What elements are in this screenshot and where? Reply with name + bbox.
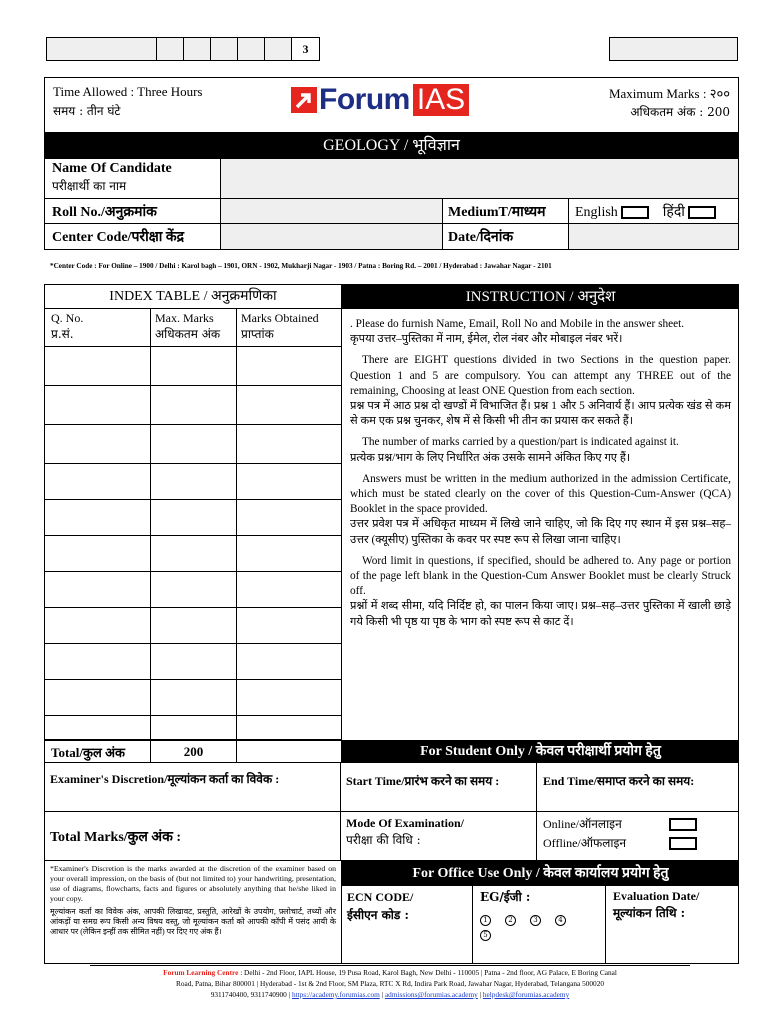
instruction-text-en: There are EIGHT questions divided in two Sections in the question paper. Question 1 and 5 are compulsory. You can attempt any THREE out of the remaining, Choosing at least ONE Question from each section. [350,354,731,397]
bottom-section [44,861,739,964]
mode-label-hi: परीक्षा की विधि : [346,833,421,847]
eg-option-circle[interactable]: 2 [505,915,516,926]
instruction-item [350,435,731,465]
col-max-hi: अधिकतम अंक [155,327,221,341]
time-allowed-hi: समय : तीन घंटे [53,104,121,118]
col-obt-hi: प्राप्तांक [241,327,274,341]
eg-option-circle[interactable]: 4 [555,915,566,926]
max-marks-cell[interactable] [151,500,237,535]
footer [60,967,720,1000]
index-table-row [45,386,341,425]
eval-label-en: Evaluation Date/ [613,889,700,903]
footer-line1 [60,967,720,978]
logo-ias-text: IAS [413,84,469,116]
instruction-text-en: The number of marks carried by a question/part is indicated against it. [362,436,679,449]
eg-label: EG/ईजी : [480,890,531,904]
center-code-note: *Center Code : For Online – 1900 / Delhi : Karol bagh – 1901, ORN - 1902, Mukharji Nagar - 1903 / Patna : Boring Rd. – 2001 / Hyderabad : Jawahar Nagar - 2101 [50,262,552,270]
page-number: 3 [292,38,319,60]
total-marks-label[interactable]: Total Marks/कुल अंक : [44,812,341,861]
examiner-section [44,762,739,861]
roll-number-strip [46,37,320,61]
instruction-title: INSTRUCTION / अनुदेश [341,285,739,309]
max-marks-cell[interactable] [151,572,237,607]
max-marks-cell[interactable] [151,680,237,715]
max-marks-cell[interactable] [151,644,237,679]
index-table-row [45,716,341,740]
roll-box[interactable] [157,38,184,60]
office-use-title: For Office Use Only / केवल कार्यालय प्रयोग हेतु [342,861,739,886]
instruction-text-hi: उत्तर प्रवेश पत्र में अधिकृत माध्यम में लिखे जाने चाहिए, जो कि दिए गए स्थान में इस प्रश्न–सह–उत्तर (क्यूसीए) पुस्तिका के कवर पर स्पष्ट रूप से लिखा जाना चाहिए। [350,518,731,546]
marks-obtained-cell[interactable] [237,716,341,739]
qno-cell[interactable] [45,572,151,607]
start-time-label: Start Time/प्रारंभ करने का समय : [346,774,500,788]
max-marks-cell[interactable] [151,425,237,463]
max-marks-cell[interactable] [151,386,237,424]
eg-option-circle[interactable]: 3 [530,915,541,926]
index-table-row [45,608,341,644]
col-obt-en: Marks Obtained [241,311,319,325]
col-qno-en: Q. No. [51,311,84,325]
name-label-cell [45,159,221,199]
marks-obtained-cell[interactable] [237,608,341,643]
end-time-field[interactable] [537,762,739,812]
footer-brand-forum: Forum [163,968,185,977]
roll-field[interactable] [221,199,443,224]
qno-cell[interactable] [45,536,151,571]
offline-label: Offline/ऑफलाइन [543,836,627,850]
marks-obtained-cell[interactable] [237,500,341,535]
col-max-header [151,309,237,347]
qno-cell[interactable] [45,347,151,385]
name-label-en: Name Of Candidate [52,161,172,176]
corner-code-box[interactable] [609,37,738,61]
total-obtained-field[interactable] [237,741,341,763]
logo-forum-text: Forum [319,83,410,116]
mode-of-exam [341,812,537,861]
forumias-logo [291,83,469,117]
qno-cell[interactable] [45,716,151,739]
date-label: Date/दिनांक [443,224,569,249]
instruction-item [350,353,731,429]
index-table-row [45,680,341,716]
marks-obtained-cell[interactable] [237,572,341,607]
eval-label-hi: मूल्यांकन तिथि : [613,906,686,920]
index-table-header [45,309,341,347]
center-label: Center Code/परीक्षा केंद्र [45,224,221,249]
index-table-row [45,644,341,680]
examiner-note-en: *Examiner's Discretion is the marks awarded at the discretion of the examiner based on your overall impression, on the basis of (but not limited to) your handwriting, presentation, use of diagrams, flowcharts, facts and figures or absolutely anything that he/she liked in your copy. [50,864,336,903]
instruction-text-hi: प्रश्न पत्र में आठ प्रश्न दो खण्डों में विभाजित हैं। प्रश्न 1 और 5 अनिवार्य हैं। आप प्रत्येक खंड से कम से कम एक प्रश्न चुनकर, शेष में से किसी भी तीन का प्रयास कर सकते हैं। [350,400,731,428]
medium-english-label: English [575,205,618,220]
footer-admissions-link[interactable]: admissions@forumias.academy [384,990,478,999]
qno-cell[interactable] [45,608,151,643]
examiner-discretion-label[interactable]: Examiner's Discretion/मूल्यांकन कर्ता का विवेक : [44,762,341,812]
examiner-note-hi: मूल्यांकन कर्ता का विवेक अंक, आपकी लिखावट, प्रस्तुति, आरेखों के उपयोग, फ़्लोचार्ट, तथ्यों और आंकड़ों या समग्र रूप किसी अन्य विषय वस्तु, जो मूल्यांकन कर्ता को आपकी कॉपी में पसंद आयी के आधार पर (लेकिन इन्हीं तक सीमित नहीं) पर दिए गए अंक हैं। [50,907,336,936]
instruction-item [350,472,731,548]
name-field[interactable] [221,159,738,199]
total-label: Total/कुल अंक [45,741,151,763]
col-qno-header [45,309,151,347]
marks-obtained-cell[interactable] [237,644,341,679]
index-table-row [45,347,341,386]
footer-phones: 9311740400, 9311740900 | [210,990,291,999]
offline-checkbox[interactable] [669,837,697,850]
mode-options [537,812,739,861]
examiner-note [45,861,342,963]
ecn-code-field[interactable] [342,886,473,963]
evaluation-date-field[interactable] [606,886,739,963]
medium-hindi-checkbox[interactable] [688,206,716,219]
roll-box[interactable] [47,38,157,60]
roll-box[interactable] [238,38,265,60]
roll-box[interactable] [184,38,211,60]
instruction-body [341,309,739,740]
footer-academy-link[interactable]: https://academy.forumias.com [291,990,380,999]
marks-obtained-cell[interactable] [237,347,341,385]
index-table-row [45,572,341,608]
medium-english-checkbox[interactable] [621,206,649,219]
candidate-form [44,159,739,250]
max-marks-cell[interactable] [151,716,237,739]
eg-option-circle[interactable]: 1 [480,915,491,926]
name-label-hi: परीक्षार्थी का नाम [52,179,127,193]
medium-label: MediumT/माध्यम [443,199,569,224]
roll-box[interactable] [265,38,292,60]
marks-obtained-cell[interactable] [237,680,341,715]
qno-cell[interactable] [45,500,151,535]
marks-obtained-cell[interactable] [237,425,341,463]
qno-cell[interactable] [45,425,151,463]
max-marks-cell[interactable] [151,536,237,571]
marks-obtained-cell[interactable] [237,536,341,571]
instruction-text-en: Answers must be written in the medium authorized in the admission Certificate, which must be stated clearly on the cover of this Question-Cum-Answer (QCA) Booklet in the space provided. [350,472,731,516]
ecn-label-hi: ईसीएन कोड : [347,908,409,922]
col-qno-hi: प्र.सं. [51,327,74,341]
index-table-title: INDEX TABLE / अनुक्रमणिका [45,285,341,309]
col-obt-header [237,309,341,347]
eg-option-circle[interactable]: 5 [480,930,491,941]
medium-hindi-label: हिंदी [662,205,685,220]
max-marks-en: Maximum Marks : २०० [608,86,730,101]
footer-contacts: 9311740400, 9311740900 | https://academy.forumias.com | admissions@forumias.academy | helpdesk@forumias.academy [210,990,570,999]
online-label: Online/ऑनलाइन [543,817,622,831]
instruction-text-en: Word limit in questions, if specified, should be adhered to. Any page or portion of the page left blank in the Question-Cum Answer Booklet must be clearly Struck off. [350,554,731,598]
center-field[interactable] [221,224,443,249]
medium-options [569,199,738,224]
index-table-body [45,347,341,740]
start-time-field[interactable] [341,762,537,812]
max-marks-cell[interactable] [151,347,237,385]
instruction-text-en: . Please do furnish Name, Email, Roll No and Mobile in the answer sheet. [350,318,685,330]
instruction-item [350,554,731,630]
roll-box[interactable] [211,38,238,60]
online-checkbox[interactable] [669,818,697,831]
student-only-title: For Student Only / केवल परीक्षार्थी प्रयोग हेतु [341,740,739,763]
index-table-row [45,536,341,572]
qno-cell[interactable] [45,644,151,679]
instruction-text-hi: कृपया उत्तर–पुस्तिका में नाम, ईमेल, रोल नंबर और मोबाइल नंबर भरें। [350,333,623,346]
max-marks-cell[interactable] [151,608,237,643]
instruction-text-hi: प्रश्नों में शब्द सीमा, यदि निर्दिष्ट हो, का पालन किया जाए। प्रश्न–सह–उत्तर पुस्तिका में खाली छाड़े गये किसी भी पृष्ठ या पृष्ठ के भाग को स्पष्ट रूप से काट दें। [350,600,731,628]
subject-title: GEOLOGY / भूविज्ञान [44,132,739,159]
header-box [44,77,739,132]
index-table-row [45,464,341,500]
index-table-row [45,500,341,536]
ecn-label-en: ECN CODE/ [347,890,414,904]
qno-cell[interactable] [45,386,151,424]
end-time-label: End Time/समाप्त करने का समय: [543,774,695,788]
instruction-text-hi: प्रत्येक प्रश्न/भाग के लिए निर्धारित अंक उसके सामने अंकित किए गए हैं। [350,451,631,464]
qno-cell[interactable] [45,680,151,715]
footer-helpdesk-link[interactable]: helpdesk@forumias.academy [482,990,570,999]
eg-field [473,886,606,963]
footer-address-2: Road, Patna, Bihar 800001 | Hyderabad - 1st & 2nd Floor, SM Plaza, RTC X Rd, Indira Park Road, Jawahar Nagar, Hyderabad, Telangana 500020 [176,979,604,988]
time-allowed-en: Time Allowed : Three Hours [53,84,203,99]
eg-options [480,911,598,941]
marks-obtained-cell[interactable] [237,386,341,424]
max-marks-cell[interactable] [151,464,237,499]
col-max-en: Max. Marks [155,311,214,325]
roll-label: Roll No./अनुक्रमांक [45,199,221,224]
logo-arrow-icon [291,87,317,113]
instruction-item [350,317,731,347]
max-marks-hi: अधिकतम अंक : 200 [630,105,730,119]
mode-label-en: Mode Of Examination/ [346,816,465,830]
total-value: 200 [151,741,237,763]
index-table-row [45,425,341,464]
date-field[interactable] [569,224,738,249]
footer-brand-rest: Learning Centre [184,968,239,977]
marks-obtained-cell[interactable] [237,464,341,499]
footer-address-1: : Delhi - 2nd Floor, IAPL House, 19 Pusa Road, Karol Bagh, New Delhi - 110005 | Patna - 2nd floor, AG Palace, E Boring Canal [240,968,617,977]
qno-cell[interactable] [45,464,151,499]
index-total-row [45,740,341,763]
